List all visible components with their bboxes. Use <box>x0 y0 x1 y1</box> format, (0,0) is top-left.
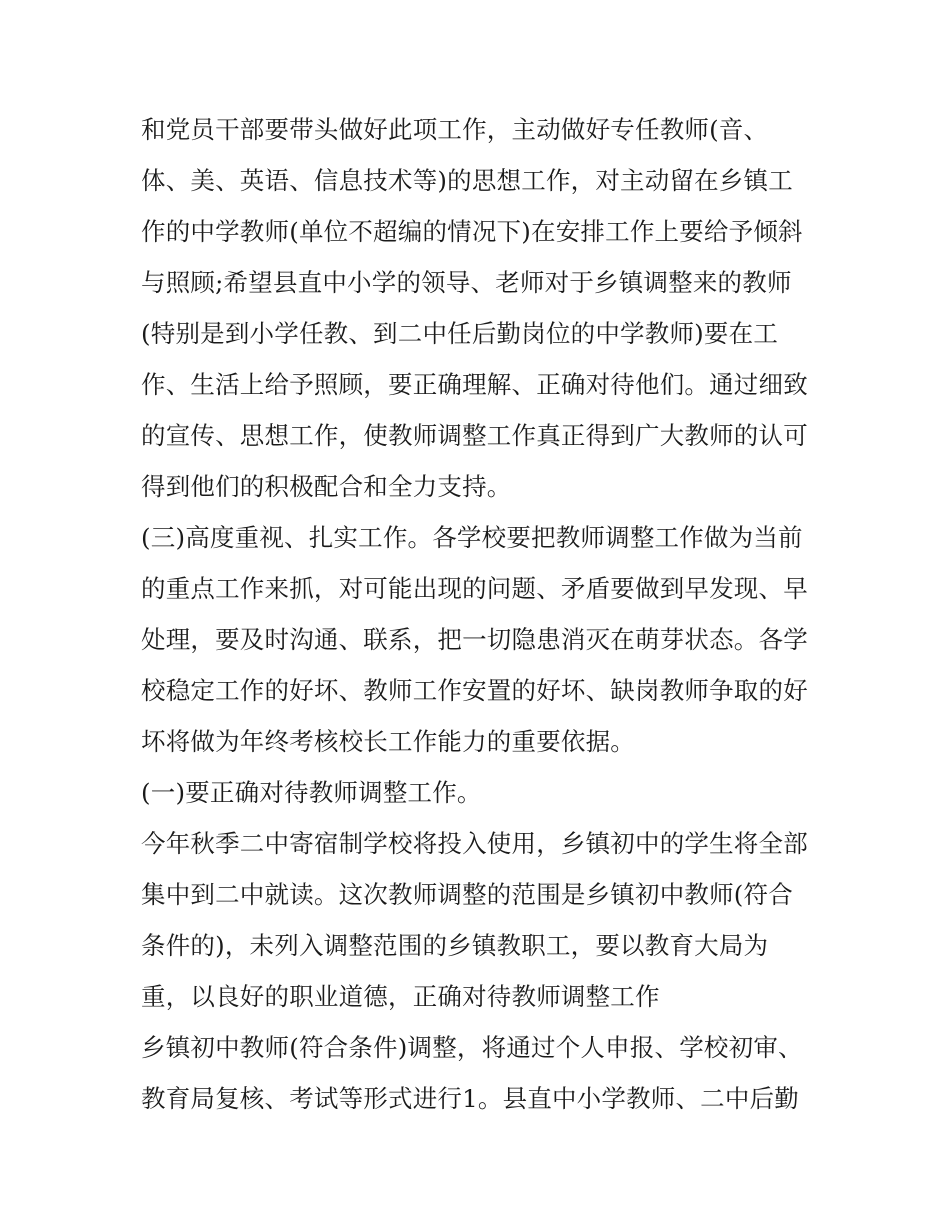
text-line: 和党员干部要带头做好此项工作，主动做好专任教师(音、 <box>141 115 769 144</box>
text-line: (一)要正确对待教师调整工作。 <box>141 778 482 807</box>
text-line: 处理，要及时沟通、联系，把一切隐患消灭在萌芽状态。各学 <box>141 625 808 654</box>
document-body <box>141 104 841 1124</box>
text-line: 作、生活上给予照顾，要正确理解、正确对待他们。通过细致 <box>141 370 808 399</box>
text-line: 的重点工作来抓，对可能出现的问题、矛盾要做到早发现、早 <box>141 574 808 603</box>
text-line: 条件的)，未列入调整范围的乡镇教职工，要以教育大局为 <box>141 931 769 960</box>
text-line: 教育局复核、考试等形式进行1。县直中小学教师、二中后勤 <box>141 1084 799 1113</box>
text-line: (三)高度重视、扎实工作。各学校要把教师调整工作做为当前 <box>141 523 803 552</box>
text-line: 集中到二中就读。这次教师调整的范围是乡镇初中教师(符合 <box>141 880 793 909</box>
text-line: 体、美、英语、信息技术等)的思想工作，对主动留在乡镇工 <box>141 166 793 195</box>
text-line: 乡镇初中教师(符合条件)调整，将通过个人申报、学校初审、 <box>141 1033 803 1062</box>
text-line: 校稳定工作的好坏、教师工作安置的好坏、缺岗教师争取的好 <box>141 676 808 705</box>
text-line: 与照顾;希望县直中小学的领导、老师对于乡镇调整来的教师 <box>141 268 792 297</box>
text-line: 作的中学教师(单位不超编的情况下)在安排工作上要给予倾斜 <box>141 217 803 246</box>
text-line: 的宣传、思想工作，使教师调整工作真正得到广大教师的认可 <box>141 421 808 450</box>
text-line: (特别是到小学任教、到二中任后勤岗位的中学教师)要在工 <box>141 319 779 348</box>
text-line: 得到他们的积极配合和全力支持。 <box>141 472 512 501</box>
text-line: 今年秋季二中寄宿制学校将投入使用，乡镇初中的学生将全部 <box>141 829 808 858</box>
text-line: 重，以良好的职业道德，正确对待教师调整工作 <box>141 982 660 1011</box>
text-line: 坏将做为年终考核校长工作能力的重要依据。 <box>141 727 635 756</box>
